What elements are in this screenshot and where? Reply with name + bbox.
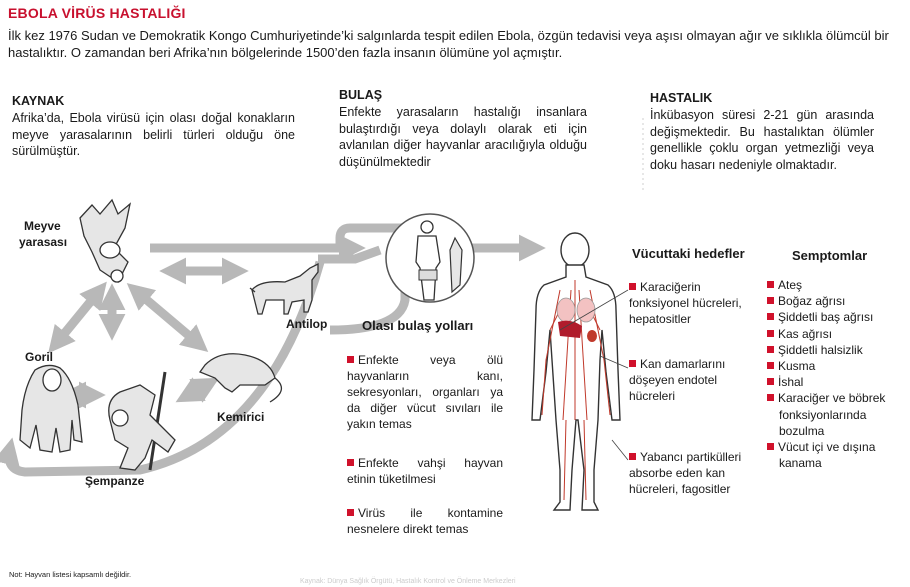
label-gorilla: Goril [25, 350, 54, 364]
bullet-square [347, 509, 354, 516]
transmission-heading: BULAŞ [339, 88, 383, 102]
footnote: Not: Hayvan listesi kapsamlı değildir. [9, 570, 132, 579]
hunter-icon [386, 214, 474, 302]
disease-heading: HASTALIK [650, 91, 713, 105]
intro-text: İlk kez 1976 Sudan ve Demokratik Kongo Cumhuriyetinde’ki salgınlarda tespit edilen Ebola, özgün tedavisi veya aşısı olmayan ağır ve sıklıkla ölümcül bir hastalıktır. O zamandan beri Afrika’nın bölgelerinde 1500’den fazla insanın ölümüne yol açmıştır. [8, 28, 889, 60]
bullet-square [629, 283, 636, 290]
route-item-3: Virüs ile kontamine nesnelere direkt temas [347, 506, 503, 536]
bullet-square [347, 356, 354, 363]
target-item-1: Karaciğerin fonksiyonel hücreleri, hepatositler [629, 280, 742, 326]
symptoms-list [767, 277, 907, 471]
label-fruit-bat-1: Meyve [24, 219, 61, 233]
symptom-item: İshal [767, 374, 907, 390]
routes-heading: Olası bulaş yolları [362, 318, 474, 333]
arrow-bat-rodent [135, 290, 200, 345]
label-chimpanzee: Şempanze [85, 474, 145, 488]
label-antelope: Antilop [286, 317, 328, 331]
symptom-item: Kas ağrısı [767, 326, 907, 342]
symptom-item: Ateş [767, 277, 907, 293]
label-fruit-bat-2: yarasası [19, 235, 68, 249]
disease-text: İnkübasyon süresi 2-21 gün arasında değişmektedir. Bu hastalıktan ölümler genellikle çoklu organ yetmezliği veya doku hasarı nedeniyle olmaktadır. [650, 108, 874, 172]
source-heading: KAYNAK [12, 94, 65, 108]
bullet-square [629, 453, 636, 460]
antelope-icon [250, 264, 318, 314]
route-item-2: Enfekte vahşi hayvan etinin tüketilmesi [347, 456, 503, 486]
faint-footer: Kaynak: Dünya Sağlık Örgütü, Hastalık Kontrol ve Önleme Merkezleri [300, 578, 516, 585]
symptom-item: Boğaz ağrısı [767, 293, 907, 309]
arrow-bat-gorilla [55, 290, 100, 345]
target-item-3: Yabancı partikülleri absorbe eden kan hücreleri, fagositler [629, 450, 742, 496]
symptoms-heading: Semptomlar [792, 248, 868, 263]
symptom-item: Şiddetli baş ağrısı [767, 309, 907, 325]
targets-heading: Vücuttaki hedefler [632, 246, 745, 261]
chimpanzee-icon [109, 372, 175, 470]
gorilla-icon [20, 365, 82, 452]
page-title: EBOLA VİRÜS HASTALIĞI [8, 5, 186, 21]
symptom-item: Kusma [767, 358, 907, 374]
route-item-1: Enfekte veya ölü hayvanların kanı, sekresyonları, organları ya da diğer vücut sıvıları ile yakın temas [347, 353, 503, 431]
fruit-bat-icon [80, 200, 130, 282]
bullet-square [347, 459, 354, 466]
bullet-square [629, 360, 636, 367]
symptom-item: Vücut içi ve dışına kanama [767, 439, 907, 471]
arrow-chimp-rodent [185, 383, 210, 397]
symptom-item: Karaciğer ve böbrek fonksiyonlarında bozulma [767, 390, 907, 439]
source-text: Afrika’da, Ebola virüsü için olası doğal konakların meyve yarasalarının belirli türleri olduğu öne sürülmüştür. [12, 111, 295, 158]
label-rodent: Kemirici [217, 410, 265, 424]
transmission-text: Enfekte yarasaların hastalığı insanlara bulaştırdığı veya dolaylı olarak eti için avlanılan diğer hayvanlar aracılığıyla olduğu düşünülmektedir [339, 105, 587, 169]
rodent-icon [200, 354, 281, 402]
target-item-2: Kan damarlarını döşeyen endotel hücreleri [629, 357, 726, 403]
symptom-item: Şiddetli halsizlik [767, 342, 907, 358]
